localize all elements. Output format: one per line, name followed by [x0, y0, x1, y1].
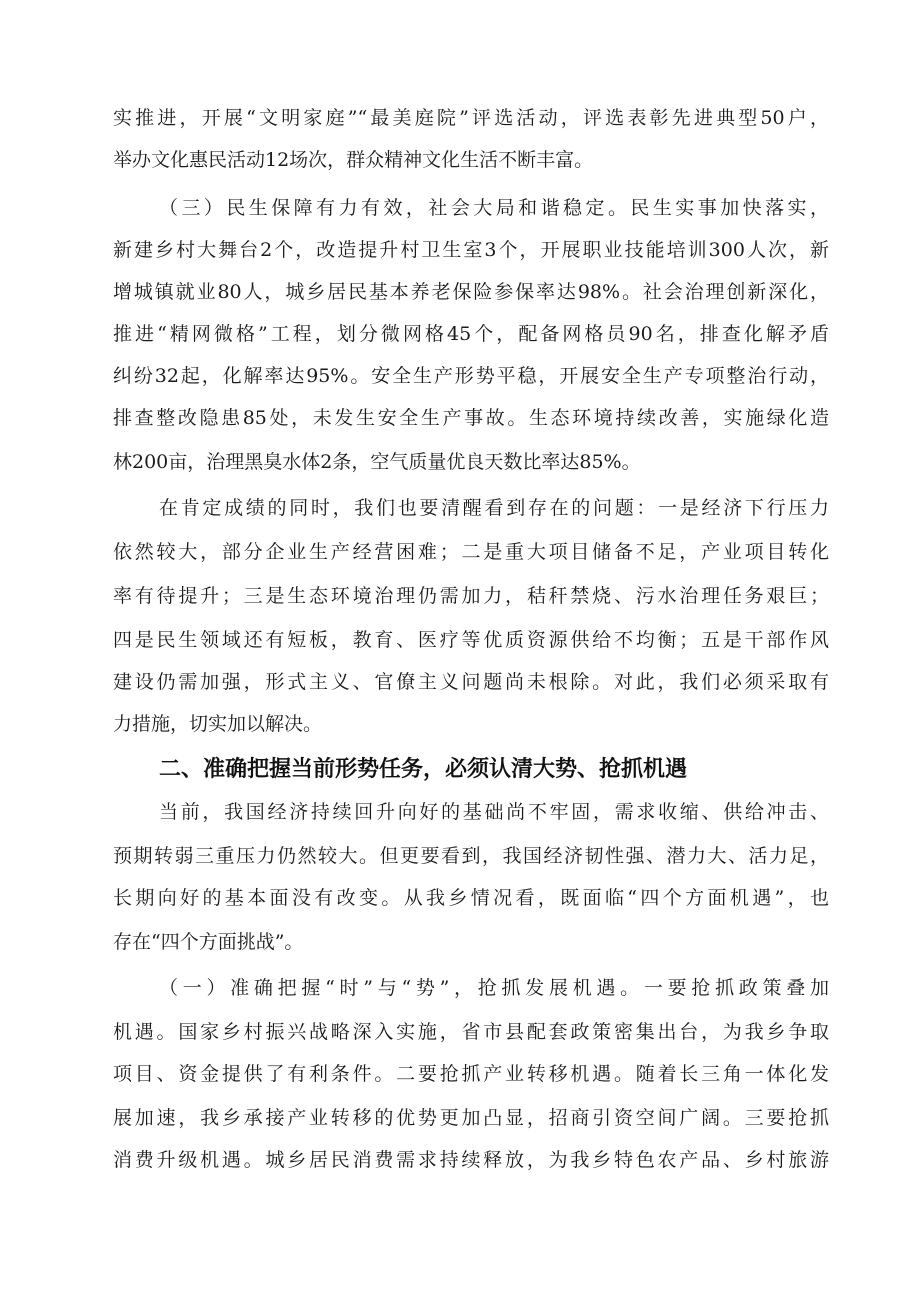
- text-line: 增城镇就业80人，城乡居民基本养老保险参保率达98%。社会治理创新深化，: [113, 281, 829, 303]
- text-line: 推进“精网微格”工程，划分微网格45个，配备网格员90名，排查化解矛盾: [113, 323, 829, 345]
- text-line: 排查整改隐患85处，未发生安全生产事故。生态环境持续改善，实施绿化造: [113, 407, 829, 429]
- text-line: 四是民生领域还有短板，教育、医疗等优质资源供给不均衡；五是干部作风: [113, 629, 829, 651]
- text-line: （一）准确把握“时”与“势”，抢抓发展机遇。一要抢抓政策叠加: [159, 977, 829, 999]
- text-line: 纠纷32起，化解率达95%。安全生产形势平稳，开展安全生产专项整治行动，: [113, 365, 829, 387]
- text-line: 项目、资金提供了有利条件。二要抢抓产业转移机遇。随着长三角一体化发: [113, 1063, 829, 1085]
- text-line: 消费升级机遇。城乡居民消费需求持续释放，为我乡特色农产品、乡村旅游: [113, 1149, 829, 1171]
- text-line: 预期转弱三重压力仍然较大。但更要看到，我国经济韧性强、潜力大、活力足，: [113, 845, 829, 867]
- text-line: 率有待提升；三是生态环境治理仍需加力，秸秆禁烧、污水治理任务艰巨；: [113, 585, 829, 607]
- text-line: 实推进，开展“文明家庭”“最美庭院”评选活动，评选表彰先进典型50户，: [113, 107, 829, 129]
- text-line: 存在“四个方面挑战”。: [113, 931, 304, 953]
- text-line: （三）民生保障有力有效，社会大局和谐稳定。民生实事加快落实，: [159, 197, 829, 219]
- text-line: 建设仍需加强，形式主义、官僚主义问题尚未根除。对此，我们必须采取有: [113, 671, 829, 693]
- text-line: 林200亩，治理黑臭水体2条，空气质量优良天数比率达85%。: [113, 451, 641, 473]
- text-line: 当前，我国经济持续回升向好的基础尚不牢固，需求收缩、供给冲击、: [159, 801, 829, 823]
- text-line: 展加速，我乡承接产业转移的优势更加凸显，招商引资空间广阔。三要抢抓: [113, 1107, 829, 1129]
- text-line: 长期向好的基本面没有改变。从我乡情况看，既面临“四个方面机遇”，也: [113, 887, 829, 909]
- text-line: 举办文化惠民活动12场次，群众精神文化生活不断丰富。: [113, 149, 594, 171]
- text-line: 在肯定成绩的同时，我们也要清醒看到存在的问题：一是经济下行压力: [159, 497, 829, 519]
- text-line: 依然较大，部分企业生产经营困难；二是重大项目储备不足，产业项目转化: [113, 541, 829, 563]
- text-line: 新建乡村大舞台2个，改造提升村卫生室3个，开展职业技能培训300人次，新: [113, 239, 829, 261]
- text-line: 机遇。国家乡村振兴战略深入实施，省市县配套政策密集出台，为我乡争取: [113, 1021, 829, 1043]
- section-heading: 二、准确把握当前形势任务，必须认清大势、抢抓机遇: [159, 757, 688, 782]
- text-line: 力措施，切实加以解决。: [113, 713, 323, 735]
